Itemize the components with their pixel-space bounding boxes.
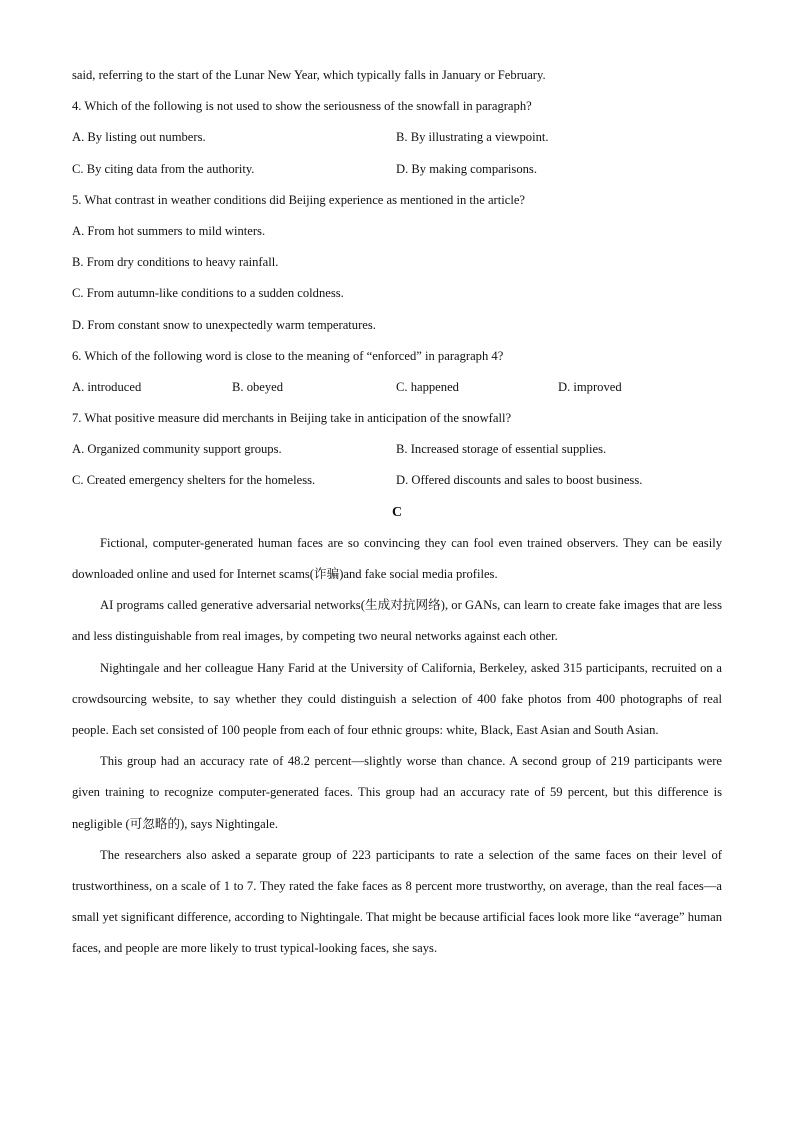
section-c-title: C xyxy=(391,504,403,520)
question-5-stem: 5. What contrast in weather conditions did Beijing experience as mentioned in the article? xyxy=(72,192,525,207)
question-4-option-d: D. By making comparisons. xyxy=(396,161,537,176)
question-6-option-c: C. happened xyxy=(396,379,459,394)
section-c-paragraph-1: Fictional, computer-generated human faces are so convincing they can fool even trained observers. They can be easily downloaded online and used for Internet scams(诈骗)and fake social media profiles. xyxy=(72,535,722,582)
question-6-option-d: D. improved xyxy=(558,379,622,394)
question-5-option-a: A. From hot summers to mild winters. xyxy=(72,223,266,238)
question-5-option-b: B. From dry conditions to heavy rainfall. xyxy=(72,255,279,270)
question-7-options-row-1 xyxy=(72,434,722,465)
question-4-option-c: C. By citing data from the authority. xyxy=(72,161,255,176)
question-7-option-d: D. Offered discounts and sales to boost business. xyxy=(396,473,643,488)
question-7-stem: 7. What positive measure did merchants in Beijing take in anticipation of the snowfall? xyxy=(72,411,512,426)
question-7-options-row-2 xyxy=(72,465,722,496)
question-4-options-row-2 xyxy=(72,154,722,185)
section-c-paragraph-4: This group had an accuracy rate of 48.2 percent—slightly worse than chance. A second group of 219 participants were given training to recognize computer-generated faces. This group had an accuracy rate of 59 percent, but this difference is negligible (可忽略的), says Nightingale. xyxy=(72,754,722,831)
question-4-options-row-1 xyxy=(72,122,722,153)
section-c-paragraph-5: The researchers also asked a separate group of 223 participants to rate a selection of the same faces on their level of trustworthiness, on a scale of 1 to 7. They rated the fake faces as 8 percent more trustworthy, on average, than the real faces—a small yet significant difference, according to Nightingale. That might be because artificial faces look more like “average” human faces, and people are more likely to trust typical-looking faces, she says. xyxy=(72,847,722,956)
passage-continuation: said, referring to the start of the Lunar New Year, which typically falls in January or February. xyxy=(72,68,546,82)
section-c-paragraph-2: AI programs called generative adversarial networks(生成对抗网络), or GANs, can learn to create fake images that are less and less distinguishable from real images, by competing two neural networks against each other. xyxy=(72,598,722,644)
question-6-option-b: B. obeyed xyxy=(232,379,284,394)
exam-page xyxy=(72,60,722,965)
question-7-option-a: A. Organized community support groups. xyxy=(72,442,282,457)
question-6-stem: 6. Which of the following word is close to the meaning of “enforced” in paragraph 4? xyxy=(72,348,504,363)
question-5-option-d: D. From constant snow to unexpectedly warm temperatures. xyxy=(72,317,376,332)
question-4-option-a: A. By listing out numbers. xyxy=(72,130,206,145)
question-6-option-a: A. introduced xyxy=(72,379,142,394)
section-c-paragraph-3: Nightingale and her colleague Hany Farid at the University of California, Berkeley, asked 315 participants, recruited on a crowdsourcing website, to say whether they could distinguish a selection of 400 fake photos from 400 photographs of real people. Each set consisted of 100 people from each of four ethnic groups: white, Black, East Asian and South Asian. xyxy=(72,660,722,738)
question-5-option-c: C. From autumn-like conditions to a sudden coldness. xyxy=(72,286,344,301)
question-6-options-row xyxy=(72,372,722,403)
question-4-stem: 4. Which of the following is not used to show the seriousness of the snowfall in paragraph? xyxy=(72,99,532,114)
question-7-option-b: B. Increased storage of essential supplies. xyxy=(396,442,607,457)
question-7-option-c: C. Created emergency shelters for the homeless. xyxy=(72,473,316,488)
question-4-option-b: B. By illustrating a viewpoint. xyxy=(396,130,549,145)
